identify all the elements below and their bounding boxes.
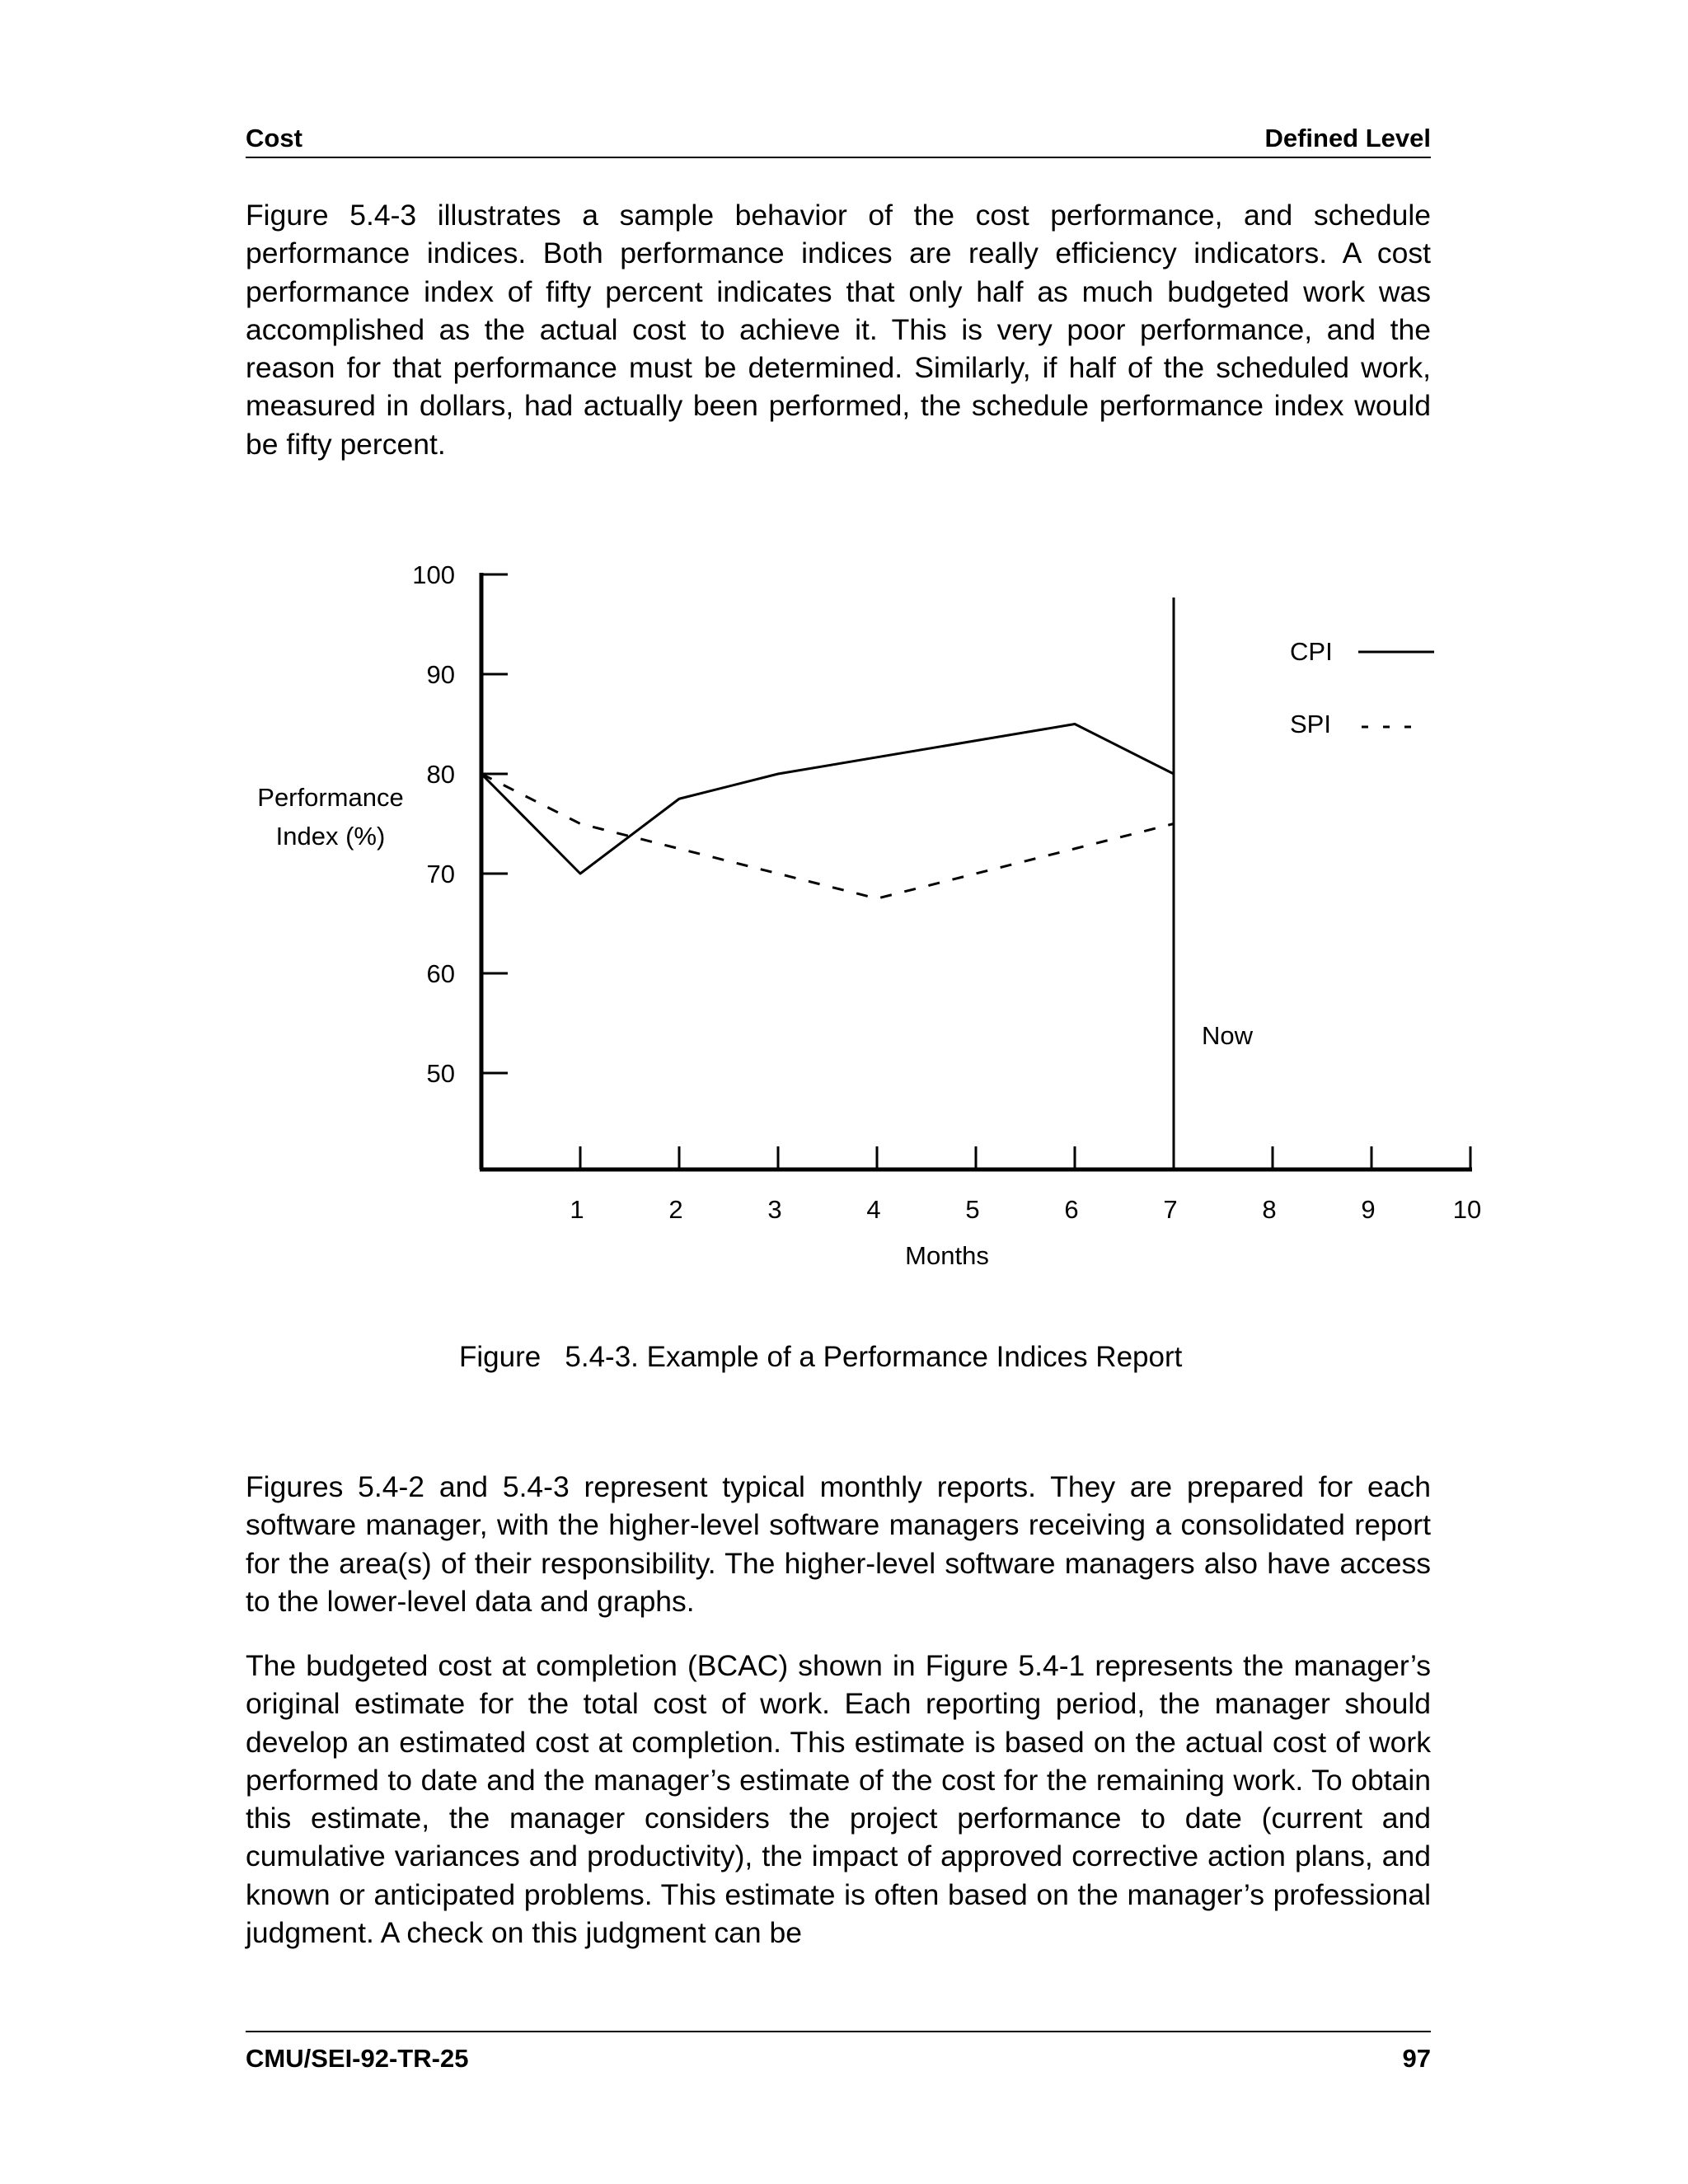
page-footer <box>246 2031 1431 2082</box>
x-tick-label-10: 10 <box>1452 1195 1482 1224</box>
x-tick-label-6: 6 <box>1064 1195 1079 1224</box>
report-number: CMU/SEI-92-TR-25 <box>246 2044 469 2073</box>
y-tick-label-60: 60 <box>426 959 455 988</box>
header-level-title: Defined Level <box>1264 124 1431 152</box>
series-cpi-line <box>481 724 1174 874</box>
paragraph-bcac: The budgeted cost at completion (BCAC) shown in Figure 5.4-1 represents the manager’s original estimate for the total cost of work. Each reporting period, the manager should develop an estimated cost at completion. This estimate is based on the actual cost of work performed to date and the manager’s estimate of the cost for the remaining work. To obtain this estimate, the manager considers the project performance to date (current and cumulative variances and productivity), the impact of approved corrective action plans, and known or anticipated problems. This estimate is often based on the manager’s professional judgment. A check on this judgment can be <box>246 1649 1431 1950</box>
legend-cpi-label: CPI <box>1290 637 1333 666</box>
series-spi-line <box>481 774 1174 898</box>
y-axis-label-line-2: Index (%) <box>275 822 386 851</box>
paragraph-monthly-reports: Figures 5.4-2 and 5.4-3 represent typical monthly reports. They are prepared for each software manager, with the higher-level software managers receiving a consolidated report for the area(s) of their responsibility. The higher-level software managers also have access to the lower-level data and graphs. <box>246 1470 1431 1618</box>
x-tick-label-7: 7 <box>1163 1195 1178 1224</box>
now-marker-label: Now <box>1202 1021 1254 1050</box>
x-tick-label-4: 4 <box>866 1195 881 1224</box>
x-tick-label-8: 8 <box>1262 1195 1277 1224</box>
x-tick-label-3: 3 <box>767 1195 782 1224</box>
y-tick-label-90: 90 <box>426 660 455 689</box>
x-axis-label: Months <box>905 1241 989 1270</box>
chart-labels <box>257 560 1481 1270</box>
x-tick-label-9: 9 <box>1361 1195 1376 1224</box>
legend-spi-label: SPI <box>1290 710 1331 738</box>
chart-series <box>481 724 1174 899</box>
x-tick-label-2: 2 <box>668 1195 683 1224</box>
header-section-title: Cost <box>246 124 302 152</box>
x-tick-label-5: 5 <box>965 1195 980 1224</box>
y-tick-label-100: 100 <box>412 560 455 589</box>
y-tick-label-80: 80 <box>426 760 455 789</box>
x-tick-label-1: 1 <box>570 1195 584 1224</box>
paragraph-intro: Figure 5.4-3 illustrates a sample behavior of the cost performance, and schedule performance indices. Both performance indices are really efficiency indicators. A cost performance index of fifty percent indicates that only half as much budgeted work was accomplished as the actual cost to achieve it. This is very poor performance, and the reason for that performance must be determined. Similarly, if half of the scheduled work, measured in dollars, had actually been performed, the schedule performance index would be fifty percent. <box>246 199 1431 461</box>
y-axis-label-line-1: Performance <box>257 783 404 812</box>
figure-caption: Figure 5.4-3. Example of a Performance Indices Report <box>459 1341 1183 1373</box>
y-tick-label-50: 50 <box>426 1059 455 1088</box>
page-number: 97 <box>1402 2044 1431 2073</box>
y-tick-label-70: 70 <box>426 860 455 888</box>
